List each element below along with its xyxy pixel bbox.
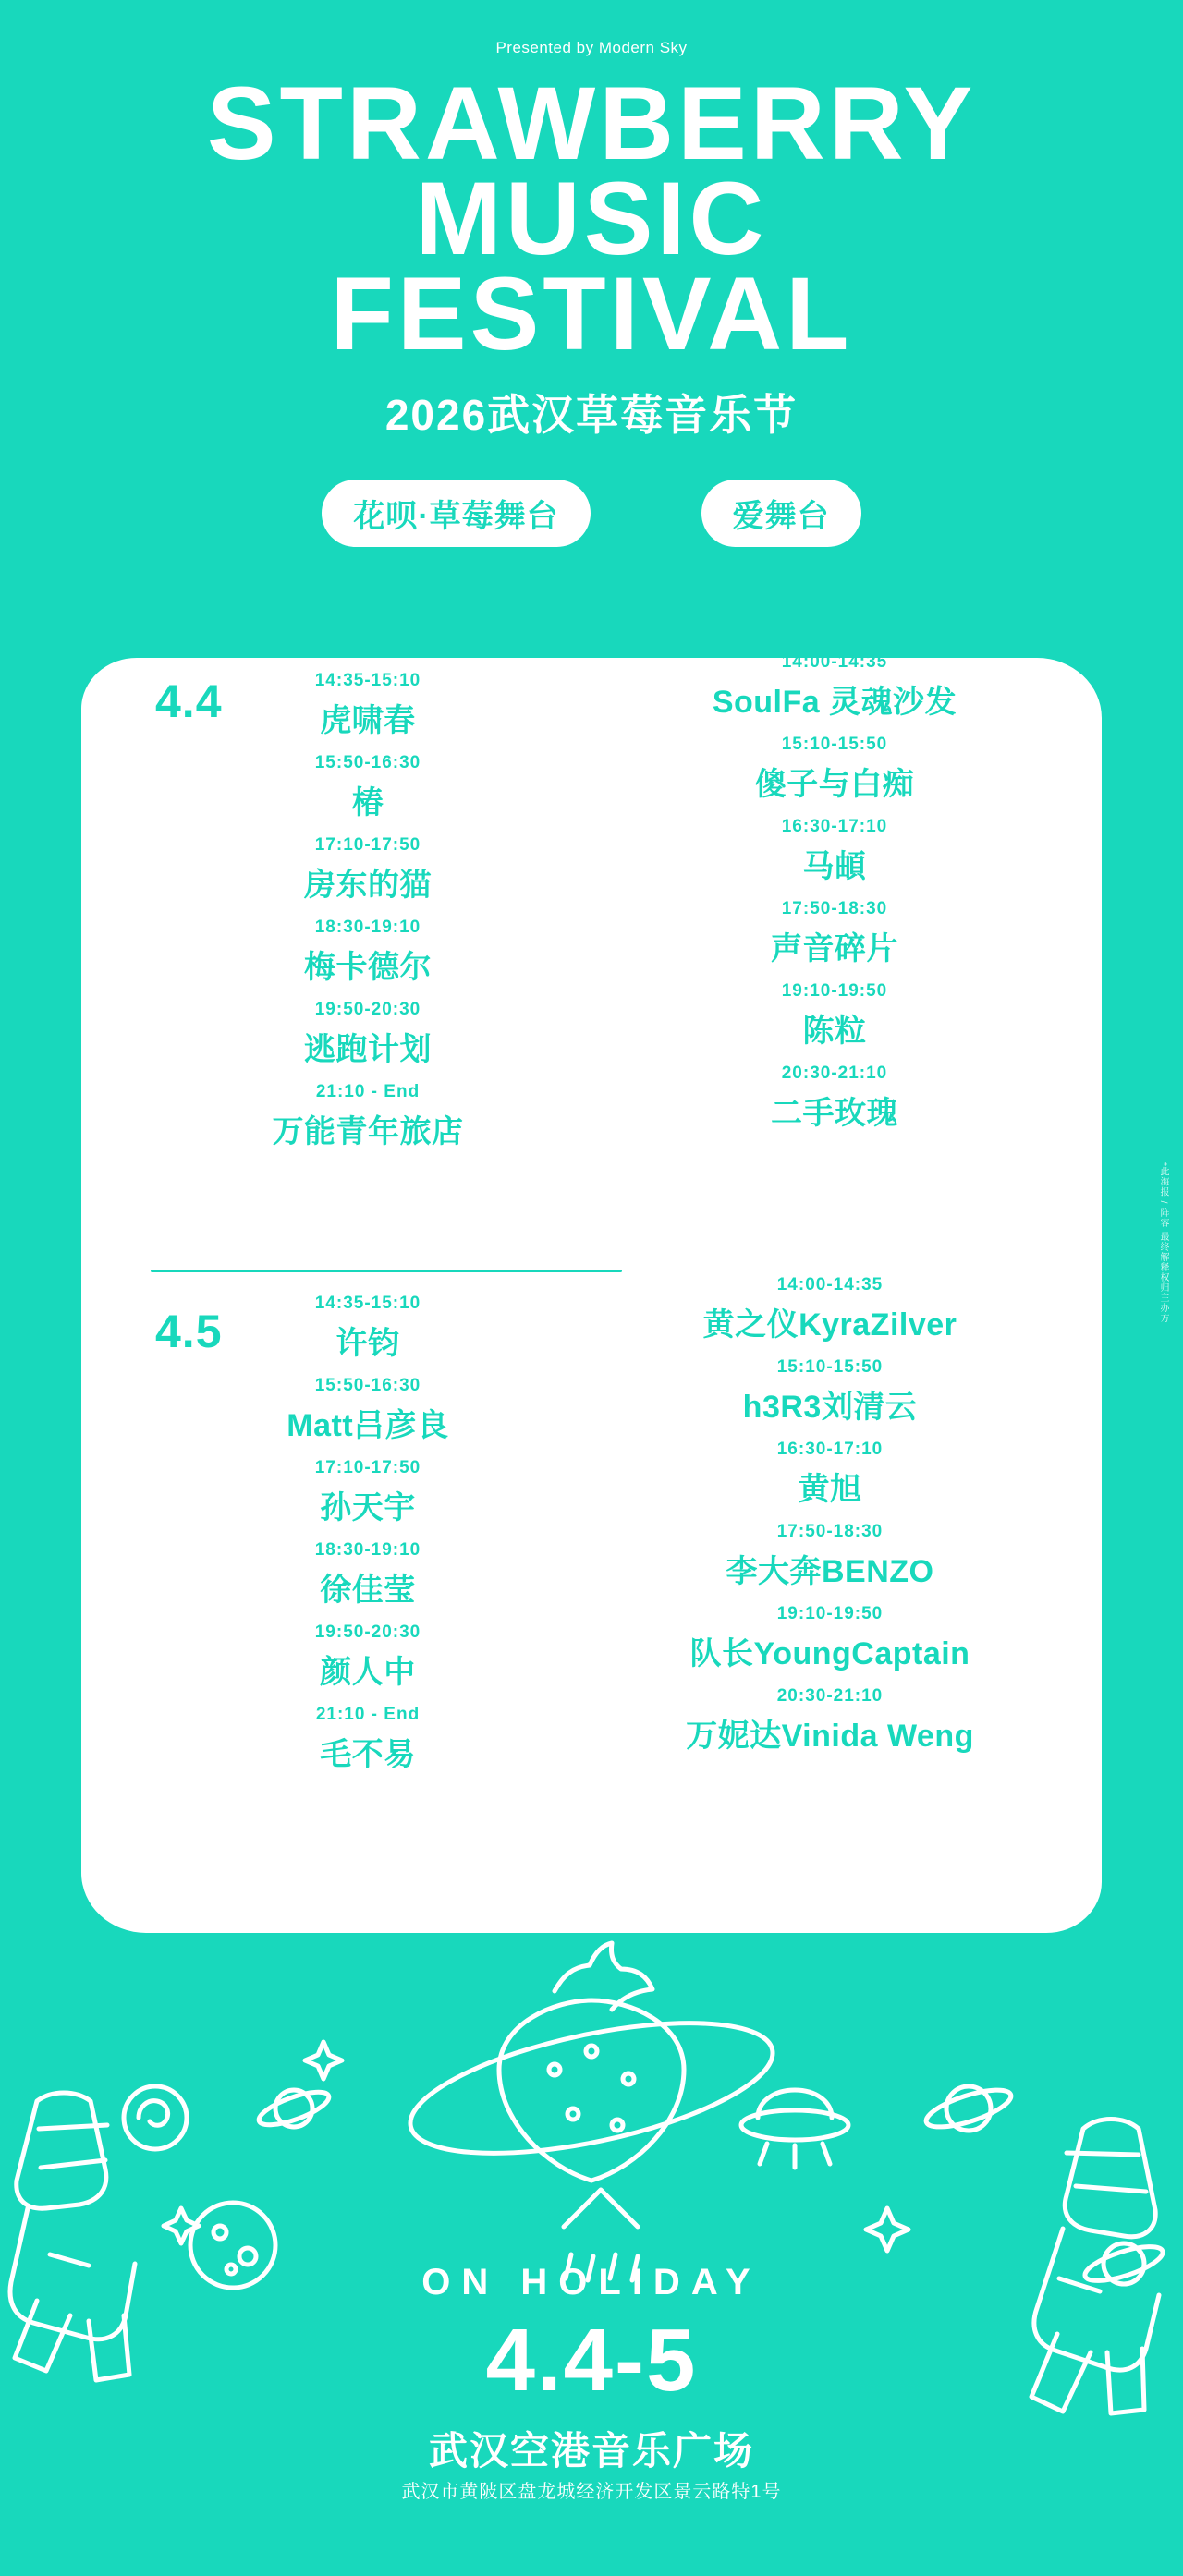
- ufo-icon: [741, 2090, 848, 2168]
- slot-time: 19:10-19:50: [781, 981, 888, 1001]
- day-label-44: 4.4: [155, 675, 223, 727]
- slot-time: 15:50-16:30: [314, 1376, 421, 1395]
- slot-artist: 黄之仪KyraZilver: [702, 1307, 957, 1343]
- title-line-2: MUSIC: [415, 161, 768, 277]
- slot-time: 18:30-19:10: [314, 1540, 421, 1560]
- schedule-slot: [627, 735, 1043, 804]
- slot-artist: 孙天宇: [320, 1490, 416, 1525]
- slot-artist: 房东的猫: [304, 868, 432, 903]
- saturn-icon: [255, 2085, 332, 2132]
- spiral-planet-icon: [124, 2086, 187, 2149]
- slot-artist: 黄旭: [798, 1472, 862, 1507]
- slot-time: 18:30-19:10: [314, 917, 421, 937]
- slot-artist: 逃跑计划: [304, 1032, 432, 1067]
- day-44-left-column: [229, 671, 506, 1164]
- slot-artist: 队长YoungCaptain: [689, 1636, 970, 1671]
- schedule-slot: [229, 753, 506, 822]
- slot-artist: 万能青年旅店: [272, 1114, 464, 1149]
- day-45-right-column: [599, 1275, 1061, 1768]
- slot-artist: 傻子与白痴: [754, 767, 915, 802]
- slot-time: 17:10-17:50: [314, 835, 421, 855]
- slot-time: 19:50-20:30: [314, 1000, 421, 1019]
- slot-time: 21:10 - End: [315, 1705, 421, 1724]
- slot-time: 14:00-14:35: [781, 652, 888, 672]
- schedule-slot: [627, 981, 1043, 1051]
- slot-time: 14:00-14:35: [776, 1275, 884, 1294]
- slot-artist: 声音碎片: [771, 931, 898, 966]
- slot-time: 15:10-15:50: [776, 1357, 884, 1377]
- slot-artist: 徐佳莹: [320, 1573, 416, 1608]
- venue-name: 武汉空港音乐广场: [428, 2429, 754, 2473]
- schedule-slot: [599, 1275, 1061, 1344]
- slot-time: 19:50-20:30: [314, 1622, 421, 1642]
- schedule-slot: [229, 1294, 506, 1363]
- strawberry-planet-icon: [399, 1943, 783, 2181]
- schedule-slot: [599, 1440, 1061, 1509]
- slot-time: 17:50-18:30: [781, 899, 888, 918]
- slot-time: 17:10-17:50: [314, 1458, 421, 1477]
- venue-address: 武汉市黄陂区盘龙城经济开发区景云路特1号: [401, 2482, 782, 2502]
- poster-title: [0, 66, 1183, 372]
- schedule-slot: [229, 917, 506, 987]
- schedule-slot: [229, 671, 506, 740]
- schedule-slot: [599, 1522, 1061, 1591]
- slot-time: 15:10-15:50: [781, 735, 888, 754]
- schedule-slot: [627, 899, 1043, 968]
- schedule-slot: [229, 1000, 506, 1069]
- slot-time: 15:50-16:30: [314, 753, 421, 772]
- sparkle-icon: [164, 2042, 909, 2251]
- slot-time: 19:10-19:50: [776, 1604, 884, 1623]
- schedule-card: [81, 652, 1102, 1933]
- slot-artist: Matt吕彦良: [287, 1408, 449, 1443]
- schedule-slot: [229, 1622, 506, 1692]
- saturn-icon: [922, 2083, 1015, 2134]
- schedule-slot: [599, 1604, 1061, 1673]
- slot-artist: 李大奔BENZO: [726, 1554, 934, 1589]
- slot-artist: 二手玫瑰: [771, 1096, 898, 1131]
- title-line-1: STRAWBERRY: [206, 66, 977, 181]
- on-holiday-text: ON HOLIDAY: [421, 2262, 762, 2303]
- schedule-slot: [229, 1376, 506, 1445]
- schedule-slot: [229, 1540, 506, 1610]
- slot-time: 20:30-21:10: [781, 1063, 888, 1083]
- slot-artist: 毛不易: [320, 1737, 416, 1772]
- stage-pill-ai[interactable]: 爱舞台: [701, 480, 861, 547]
- festival-date: 4.4-5: [485, 2311, 698, 2410]
- schedule-slot: [229, 835, 506, 905]
- slot-time: 20:30-21:10: [776, 1686, 884, 1706]
- slot-artist: 马頔: [802, 849, 867, 884]
- slot-artist: 许钧: [335, 1326, 400, 1361]
- schedule-slot: [627, 652, 1043, 722]
- slot-artist: 陈粒: [802, 1014, 867, 1049]
- day-45-left-column: [229, 1294, 506, 1787]
- slot-time: 17:50-18:30: [776, 1522, 884, 1541]
- slot-artist: 颜人中: [320, 1655, 416, 1690]
- stage-pill-hanabi[interactable]: 花呗·草莓舞台: [322, 480, 590, 547]
- subtitle-chinese: 2026武汉草莓音乐节: [384, 391, 799, 440]
- slot-artist: 椿: [351, 785, 384, 820]
- title-line-3: FESTIVAL: [330, 256, 853, 372]
- slot-time: 21:10 - End: [315, 1082, 421, 1101]
- day-divider: [151, 1270, 622, 1272]
- schedule-slot: [599, 1357, 1061, 1427]
- schedule-slot: [229, 1458, 506, 1527]
- schedule-slot: [229, 1082, 506, 1151]
- schedule-slot: [229, 1705, 506, 1774]
- day-44-right-column: [627, 652, 1043, 1146]
- slot-artist: 虎啸春: [320, 703, 416, 738]
- presented-by: Presented by Modern Sky: [495, 39, 688, 56]
- slot-artist: 梅卡德尔: [304, 950, 432, 985]
- day-label-45: 4.5: [155, 1306, 223, 1357]
- side-disclaimer: *此海报 / 阵容 最终解释权归主办方: [1158, 1162, 1168, 1324]
- slot-artist: SoulFa 灵魂沙发: [712, 685, 957, 720]
- schedule-slot: [599, 1686, 1061, 1756]
- slot-time: 16:30-17:10: [781, 817, 888, 836]
- slot-time: 14:35-15:10: [314, 1294, 421, 1313]
- schedule-slot: [627, 817, 1043, 886]
- schedule-slot: [627, 1063, 1043, 1133]
- slot-artist: 万妮达Vinida Weng: [686, 1719, 974, 1754]
- slot-artist: h3R3刘清云: [742, 1390, 918, 1425]
- stage-pill-group: [0, 480, 1183, 547]
- slot-time: 16:30-17:10: [776, 1440, 884, 1459]
- slot-time: 14:35-15:10: [314, 671, 421, 690]
